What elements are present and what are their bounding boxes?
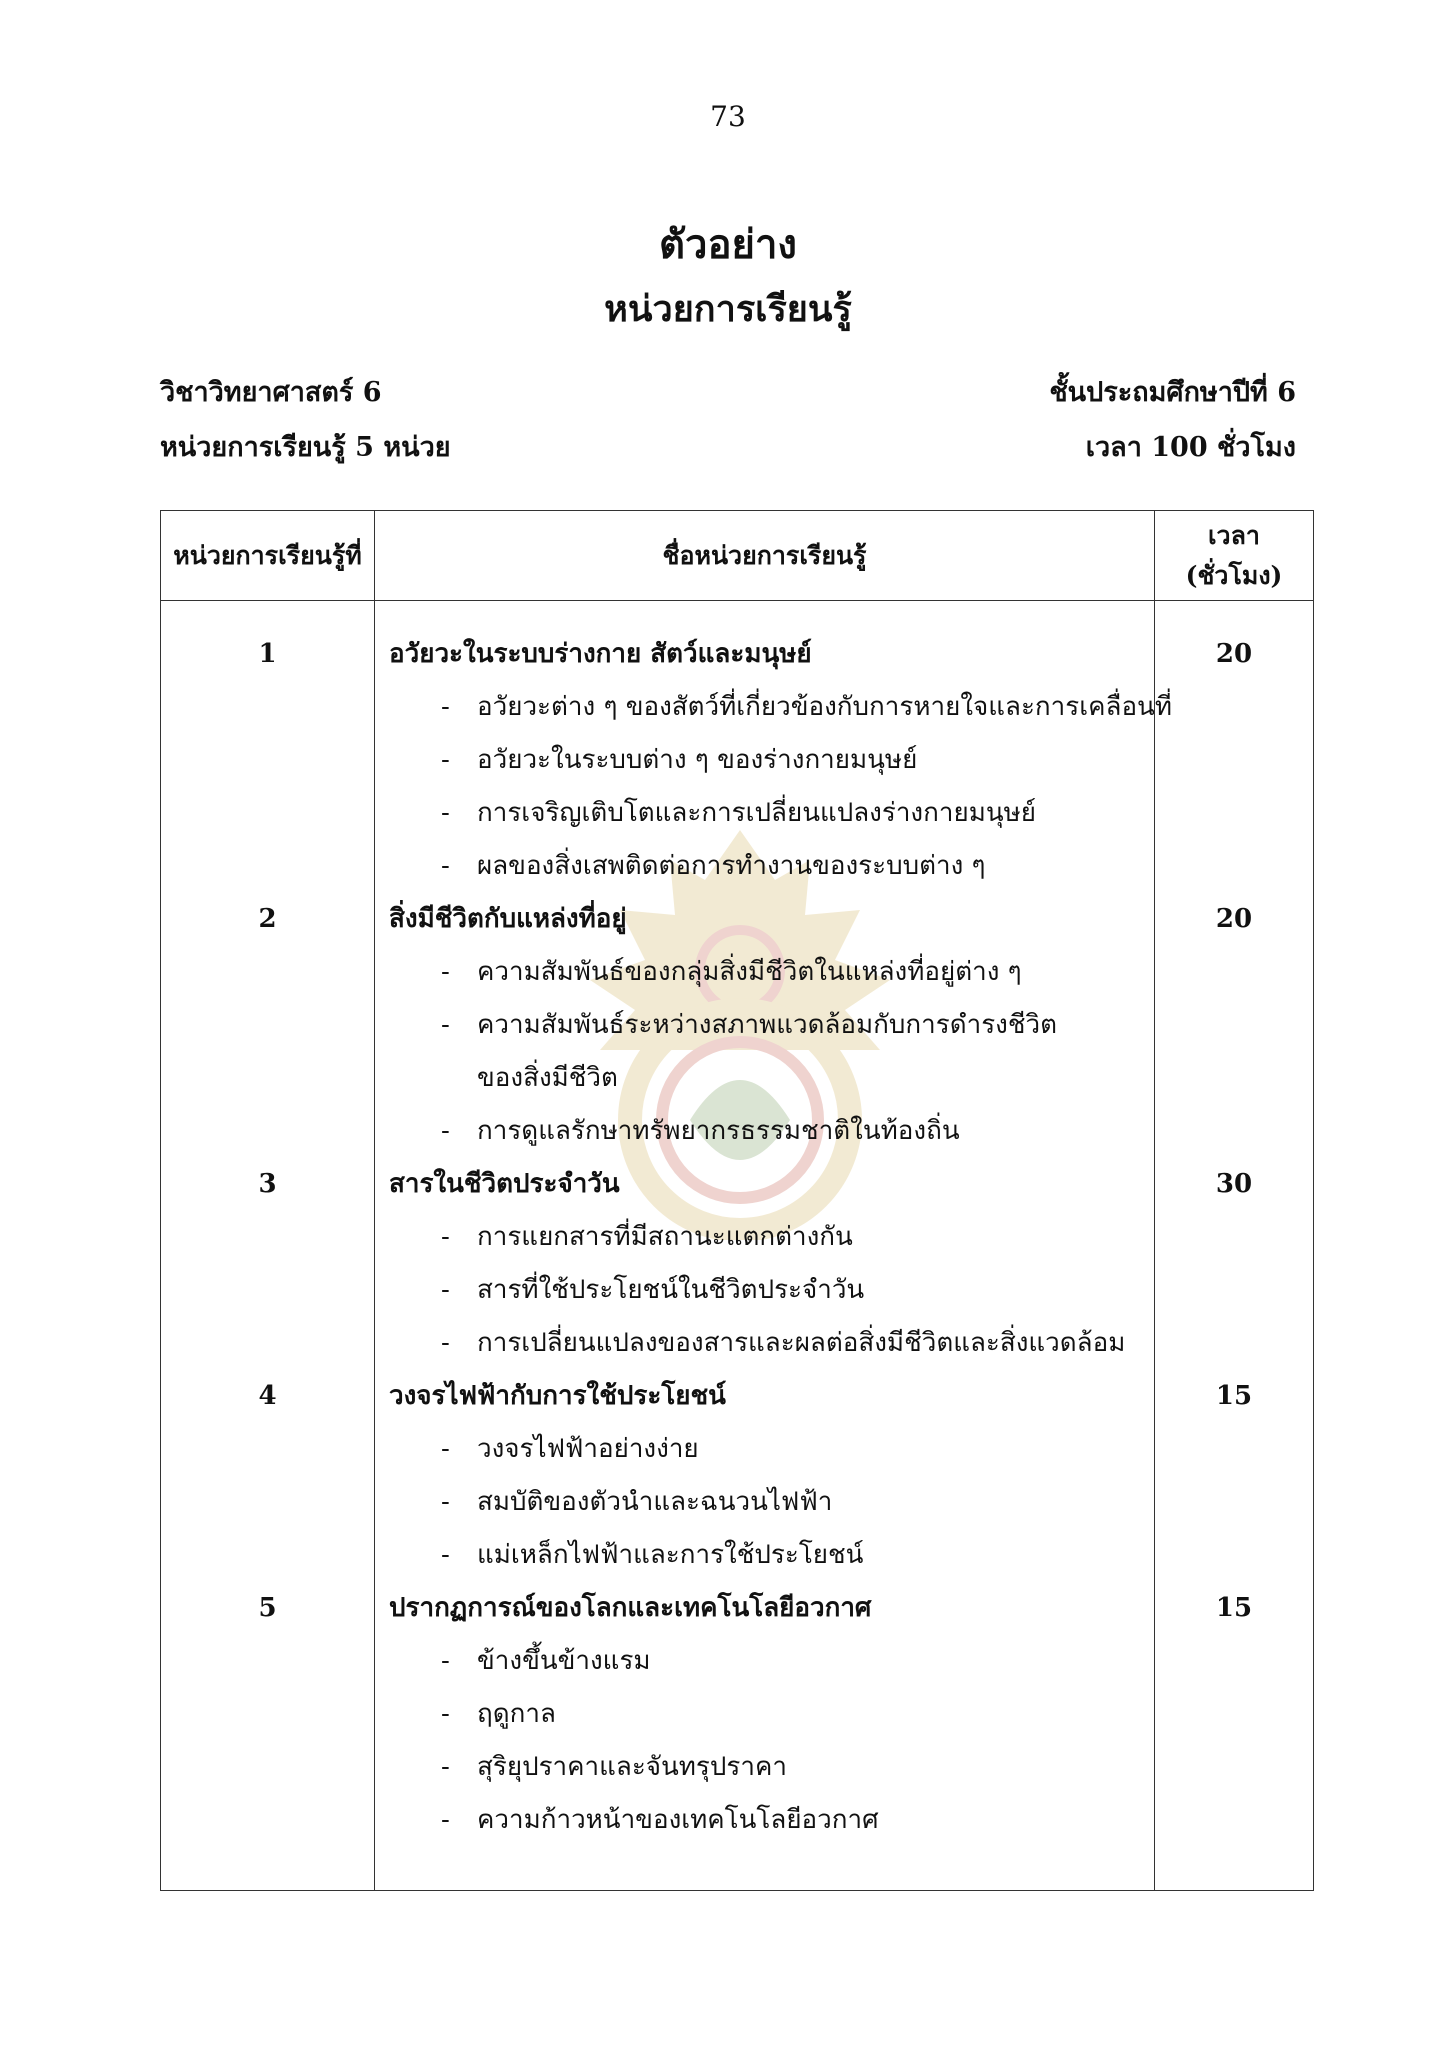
unit-hours: 30	[1215, 1169, 1253, 1199]
unit-number: 1	[258, 639, 277, 669]
bullet-dash-icon: -	[441, 692, 450, 722]
header-unit-name: ชื่อหน่วยการเรียนรู้	[375, 511, 1155, 601]
subtopic-item	[389, 787, 1153, 840]
subtopic-text: ข้างขึ้นข้างแรม	[477, 1646, 651, 1676]
grade-label: ชั้นประถมศึกษาปีที่ 6	[1049, 377, 1296, 408]
unit-number: 4	[258, 1381, 277, 1411]
unit-hours-cell	[1155, 601, 1314, 1891]
unit-title: สิ่งมีชีวิตกับแหล่งที่อยู่	[389, 904, 627, 934]
subtopic-item	[389, 734, 1153, 787]
bullet-dash-icon: -	[441, 1646, 450, 1676]
unit-title: สารในชีวิตประจำวัน	[389, 1169, 620, 1199]
bullet-dash-icon: -	[441, 1805, 450, 1835]
bullet-dash-icon: -	[441, 1222, 450, 1252]
subtopic-item	[389, 1794, 1153, 1847]
bullet-dash-icon: -	[441, 1328, 450, 1358]
unit-number: 3	[258, 1169, 277, 1199]
unit-count-label: หน่วยการเรียนรู้ 5 หน่วย	[160, 432, 451, 463]
header-unit-number: หน่วยการเรียนรู้ที่	[161, 511, 375, 601]
subtopic-text: อวัยวะในระบบต่าง ๆ ของร่างกายมนุษย์	[477, 745, 918, 775]
subtopic-item	[389, 1635, 1153, 1688]
subtopic-item	[389, 1529, 1153, 1582]
bullet-dash-icon: -	[441, 851, 450, 881]
subtopic-text: การเปลี่ยนแปลงของสารและผลต่อสิ่งมีชีวิตและสิ่งแวดล้อม	[477, 1328, 1126, 1358]
bullet-dash-icon: -	[441, 1116, 450, 1146]
subtopic-item	[389, 1264, 1153, 1317]
subtopic-text: ของสิ่งมีชีวิต	[477, 1063, 618, 1093]
subtopic-text: สมบัติของตัวนำและฉนวนไฟฟ้า	[477, 1487, 833, 1517]
subtopic-text: แม่เหล็กไฟฟ้าและการใช้ประโยชน์	[477, 1540, 864, 1570]
bullet-dash-icon: -	[441, 1752, 450, 1782]
subtopic-text: สุริยุปราคาและจันทรุปราคา	[477, 1752, 787, 1782]
subtopic-item	[389, 1423, 1153, 1476]
subtopic-item	[389, 1105, 1153, 1158]
bullet-dash-icon: -	[441, 1434, 450, 1464]
subtopic-text: การแยกสารที่มีสถานะแตกต่างกัน	[477, 1222, 853, 1252]
subtopic-text: อวัยวะต่าง ๆ ของสัตว์ที่เกี่ยวข้องกับการหายใจและการเคลื่อนที่	[477, 692, 1172, 722]
subtopic-item	[389, 840, 1153, 893]
header-hours: เวลา (ชั่วโมง)	[1155, 511, 1314, 601]
subtopic-item	[389, 1052, 1153, 1105]
unit-hours: 15	[1215, 1381, 1253, 1411]
bullet-dash-icon: -	[441, 745, 450, 775]
unit-numbers-cell	[161, 601, 375, 1891]
subtopic-item	[389, 999, 1153, 1052]
subtopic-item	[389, 1741, 1153, 1794]
bullet-dash-icon: -	[441, 1699, 450, 1729]
table-row	[161, 601, 1314, 1891]
table-header-row	[161, 511, 1314, 601]
subtopic-text: วงจรไฟฟ้าอย่างง่าย	[477, 1434, 699, 1464]
subject-label: วิชาวิทยาศาสตร์ 6	[160, 377, 382, 408]
unit-number: 5	[258, 1593, 277, 1623]
subtopic-text: ความสัมพันธ์ระหว่างสภาพแวดล้อมกับการดำรงชีวิต	[477, 1010, 1057, 1040]
subtopic-item	[389, 681, 1172, 734]
document-subtitle: หน่วยการเรียนรู้	[604, 288, 852, 330]
subtopic-text: สารที่ใช้ประโยชน์ในชีวิตประจำวัน	[477, 1275, 865, 1305]
subtopic-item	[389, 1476, 1153, 1529]
subtopic-item	[389, 946, 1153, 999]
subtopic-text: การดูแลรักษาทรัพยากรธรรมชาติในท้องถิ่น	[477, 1116, 960, 1146]
table-body	[161, 601, 1314, 1891]
bullet-dash-icon: -	[441, 1487, 450, 1517]
subtopic-text: ผลของสิ่งเสพติดต่อการทำงานของระบบต่าง ๆ	[477, 851, 986, 881]
unit-title: วงจรไฟฟ้ากับการใช้ประโยชน์	[389, 1381, 726, 1411]
unit-hours: 15	[1215, 1593, 1253, 1623]
unit-hours: 20	[1215, 639, 1253, 669]
subtopic-item	[389, 1688, 1153, 1741]
subtopic-item	[389, 1317, 1153, 1370]
bullet-dash-icon: -	[441, 1275, 450, 1305]
bullet-dash-icon: -	[441, 798, 450, 828]
subtopic-text: ความก้าวหน้าของเทคโนโลยีอวกาศ	[477, 1805, 879, 1835]
page-number: 73	[710, 100, 746, 133]
unit-title: ปรากฏการณ์ของโลกและเทคโนโลยีอวกาศ	[389, 1593, 872, 1623]
learning-units-table	[160, 510, 1314, 1891]
bullet-dash-icon: -	[441, 1540, 450, 1570]
unit-title: อวัยวะในระบบร่างกาย สัตว์และมนุษย์	[389, 639, 812, 669]
subtopic-text: ความสัมพันธ์ของกลุ่มสิ่งมีชีวิตในแหล่งที่อยู่ต่าง ๆ	[477, 957, 1022, 987]
subtopic-text: ฤดูกาล	[477, 1699, 556, 1729]
unit-number: 2	[258, 904, 277, 934]
bullet-dash-icon: -	[441, 1010, 450, 1040]
subtopic-text: การเจริญเติบโตและการเปลี่ยนแปลงร่างกายมนุษย์	[477, 798, 1036, 828]
unit-topics-cell	[375, 601, 1172, 1891]
bullet-dash-icon: -	[441, 957, 450, 987]
subtopic-item	[389, 1211, 1153, 1264]
document-title: ตัวอย่าง	[659, 221, 797, 268]
total-time-label: เวลา 100 ชั่วโมง	[1085, 432, 1296, 463]
unit-hours: 20	[1215, 904, 1253, 934]
